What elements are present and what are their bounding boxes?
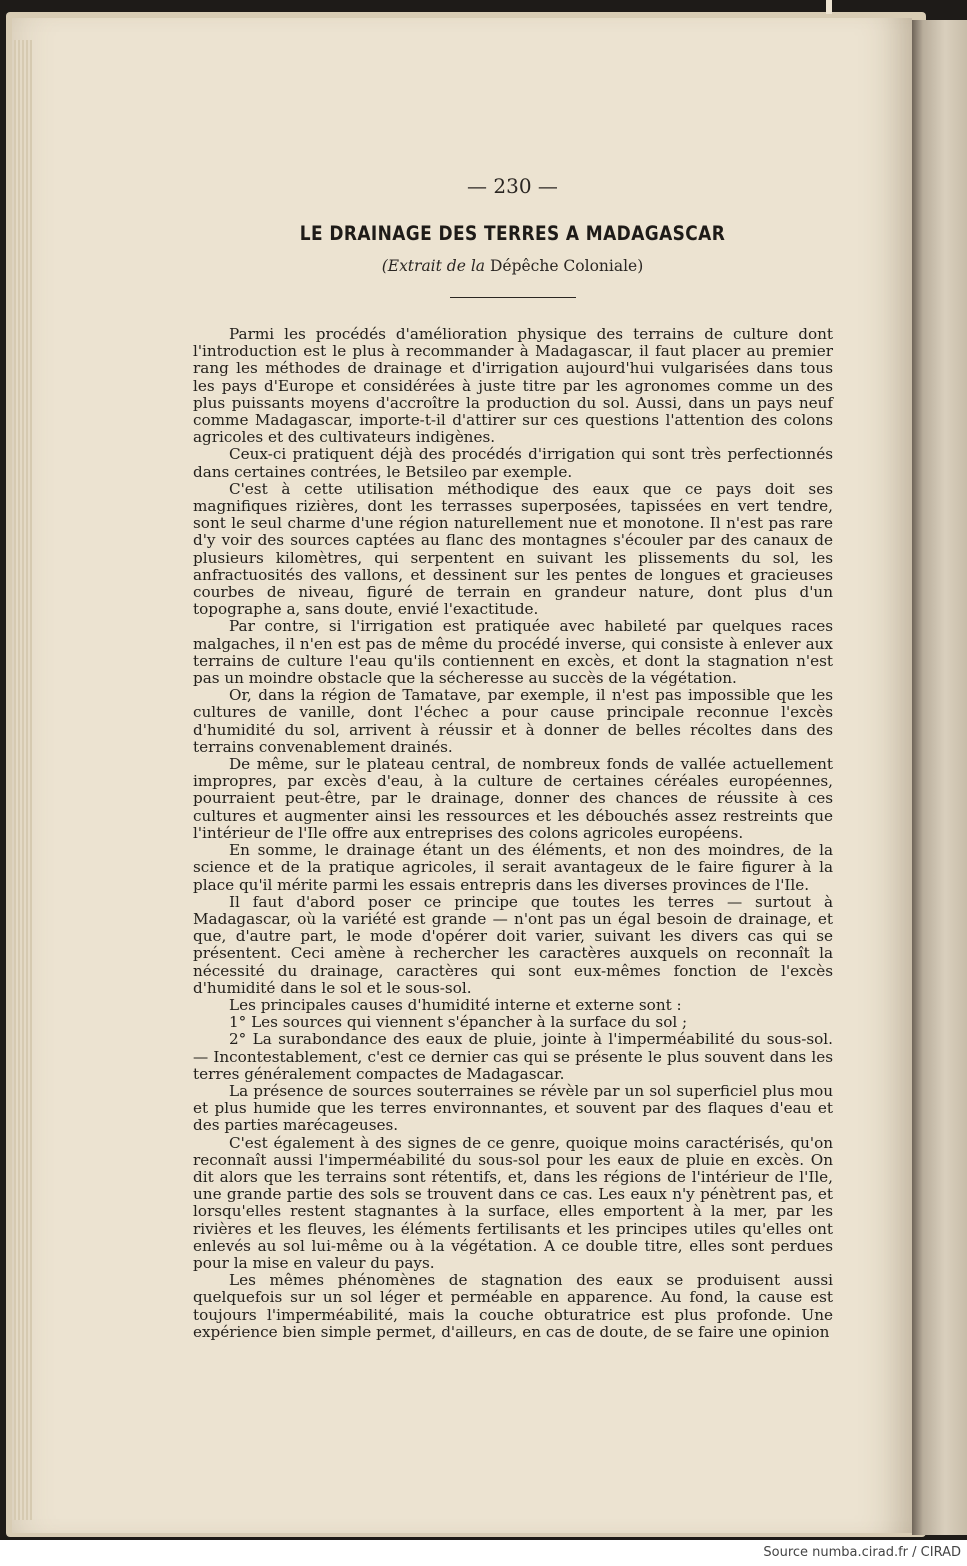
paragraph: Or, dans la région de Tamatave, par exemple, il n'est pas impossible que les cultures de vanille, dont l'échec a pour cause principale reconnue l'excès d'humidité du sol, arrivent à réussir et à donner de belles récoltes dans des terrains convenablement drainés. xyxy=(193,686,833,756)
next-page-edge xyxy=(912,20,967,1535)
subtitle-source: Dépêche Coloniale) xyxy=(489,257,644,275)
article-title: LE DRAINAGE DES TERRES A MADAGASCAR xyxy=(299,222,726,246)
paragraph: Par contre, si l'irrigation est pratiquée avec habileté par quelques races malgaches, il n'en est pas de même du procédé inverse, qui consiste à enlever aux terrains de culture l'eau qu'ils contiennent en excès, et dont la stagnation n'est pas un moindre obstacle que la sécheresse au succès de la végétation. xyxy=(193,617,833,688)
paragraph: Parmi les procédés d'amélioration physique des terrains de culture dont l'introduction est le plus à recommander à Madagascar, il faut placer au premier rang les méthodes de drainage et d'irrigation aujourd'hui vulgarisées dans tous les pays d'Europe et considérées à juste titre par les agronomes comme un des plus puissants moyens d'accroître la production du sol. Aussi, dans un pays neuf comme Madagascar, importe-t-il d'attirer sur ces questions l'attention des colons agricoles et des cultivateurs indigènes. xyxy=(193,325,833,447)
article-subtitle xyxy=(200,257,825,275)
subtitle-italic: (Extrait de la xyxy=(381,257,486,275)
source-credit: Source numba.cirad.fr / CIRAD xyxy=(763,1545,961,1560)
page-number: — 230 — xyxy=(467,174,558,198)
paragraph: La présence de sources souterraines se révèle par un sol superficiel plus mou et plus humide que les terres environnantes, et souvent par des flaques d'eau et des parties marécageuses. xyxy=(193,1081,833,1135)
paragraph: 1° Les sources qui viennent s'épancher à la surface du sol ; xyxy=(229,1013,688,1032)
paragraph: Les mêmes phénomènes de stagnation des eaux se produisent aussi quelquefois sur un sol léger et perméable en apparence. Au fond, la cause est toujours l'imperméabilité, mais la couche obturatrice est plus profonde. Une expérience bien simple permet, d'ailleurs, en cas de doute, de se faire une opinion xyxy=(193,1271,833,1341)
paragraph: C'est à cette utilisation méthodique des eaux que ce pays doit ses magnifiques rizières, dont les terrasses superposées, tapissées en vert tendre, sont le seul charme d'une région naturellement nue et monotone. Il n'est pas rare d'y voir des sources captées au flanc des montagnes s'écouler par des canaux de plusieurs kilomètres, qui serpentent en suivant les plissements du sol, les anfractuosités des vallons, et dessinent sur les pentes de longues et gracieuses courbes de niveau, figuré de terrain en grandeur nature, dont plus d'un topographe a, sans doute, envié l'exactitude. xyxy=(193,479,833,619)
page-stack-edge xyxy=(14,40,32,1520)
title-divider xyxy=(450,297,576,298)
paragraph: De même, sur le plateau central, de nombreux fonds de vallée actuellement impropres, par excès d'eau, à la culture de certaines céréales européennes, pourraient peut-être, par le drainage, donner des chances de réussite à ces cultures et augmenter ainsi les ressources et les débouchés assez restreints que l'intérieur de l'Ile offre aux entreprises des colons agricoles européens. xyxy=(193,755,833,842)
paragraph: 2° La surabondance des eaux de pluie, jointe à l'imperméabilité du sous-sol. — Incontestablement, c'est ce dernier cas qui se présente le plus souvent dans les terres généralement compactes de Madagascar. xyxy=(193,1030,833,1083)
paragraph: C'est également à des signes de ce genre, quoique moins caractérisés, qu'on reconnaît aussi l'imperméabilité du sous-sol pour les eaux de pluie en excès. On dit alors que les terrains sont rétentifs, et, dans les régions de l'intérieur de l'Ile, une grande partie des sols se trouvent dans ce cas. Les eaux n'y pénètrent pas, et lorsqu'elles restent stagnantes à la surface, elles emportent à la mer, par les rivières et les fleuves, les éléments fertilisants et les principes utiles qu'elles ont enlevés au sol lui-même ou à la végétation. A ce double titre, elles sont perdues pour la mise en valeur du pays. xyxy=(193,1133,833,1272)
spine-mark xyxy=(826,0,832,14)
paragraph: Il faut d'abord poser ce principe que toutes les terres — surtout à Madagascar, où la variété est grande — n'ont pas un égal besoin de drainage, et que, d'autre part, le mode d'opérer doit varier, suivant les divers cas qui se présentent. Ceci amène à rechercher les caractères auxquels on reconnaît la nécessité du drainage, caractères qui sont eux-mêmes fonction de l'excès d'humidité dans le sol et le sous-sol. xyxy=(193,892,833,997)
paragraph: Les principales causes d'humidité interne et externe sont : xyxy=(229,995,682,1014)
article-body xyxy=(193,326,833,1341)
paragraph: Ceux-ci pratiquent déjà des procédés d'irrigation qui sont très perfectionnés dans certaines contrées, le Betsileo par exemple. xyxy=(193,445,833,481)
paragraph: En somme, le drainage étant un des éléments, et non des moindres, de la science et de la pratique agricoles, il serait avantageux de le faire figurer à la place qu'il mérite parmi les essais entrepris dans les diverses provinces de l'Ile. xyxy=(193,841,833,894)
